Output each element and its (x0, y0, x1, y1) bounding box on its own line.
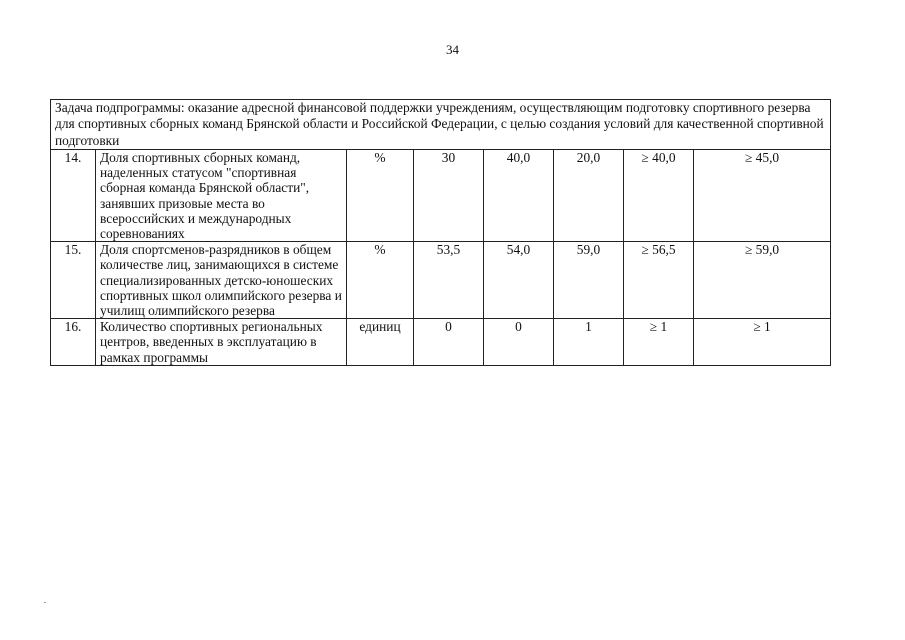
indicator-name: Количество спортивных региональных центров, введенных в эксплуатацию в рамках программы (96, 319, 347, 366)
indicator-name: Доля спортсменов-разрядников в общем количестве лиц, занимающихся в системе специализированных детско-юношеских спортивных школ олимпийского резерва и училищ олимпийского резерва (96, 242, 347, 319)
value-cell: ≥ 1 (694, 319, 831, 366)
value-cell: 40,0 (484, 149, 554, 241)
value-cell: ≥ 59,0 (694, 242, 831, 319)
row-number: 16. (51, 319, 96, 366)
page-number: 34 (446, 42, 459, 57)
value-cell: ≥ 1 (624, 319, 694, 366)
value-cell: 20,0 (554, 149, 624, 241)
value-cell: 1 (554, 319, 624, 366)
value-cell: 0 (414, 319, 484, 366)
unit-cell: единиц (347, 319, 414, 366)
task-text: Задача подпрограммы: оказание адресной финансовой поддержки учреждениям, осуществляющим подготовку спортивного резерва для спортивных сборных команд Брянской области и Российской Федерации, с целью создания условий для качественной спортивной подготовки (51, 100, 831, 150)
scan-speck (44, 602, 46, 603)
unit-cell: % (347, 149, 414, 241)
table-row (51, 319, 831, 366)
value-cell: 54,0 (484, 242, 554, 319)
value-cell: ≥ 40,0 (624, 149, 694, 241)
value-cell: 59,0 (554, 242, 624, 319)
value-cell: 53,5 (414, 242, 484, 319)
value-cell: ≥ 45,0 (694, 149, 831, 241)
task-row (51, 100, 831, 150)
table-row (51, 149, 831, 241)
table-row (51, 242, 831, 319)
row-number: 15. (51, 242, 96, 319)
indicator-name: Доля спортивных сборных команд, наделенных статусом "спортивная сборная команда Брянской области", занявших призовые места во всероссийских и международных соревнованиях (96, 149, 347, 241)
row-number: 14. (51, 149, 96, 241)
unit-cell: % (347, 242, 414, 319)
value-cell: 30 (414, 149, 484, 241)
value-cell: 0 (484, 319, 554, 366)
value-cell: ≥ 56,5 (624, 242, 694, 319)
indicators-table (50, 99, 831, 366)
